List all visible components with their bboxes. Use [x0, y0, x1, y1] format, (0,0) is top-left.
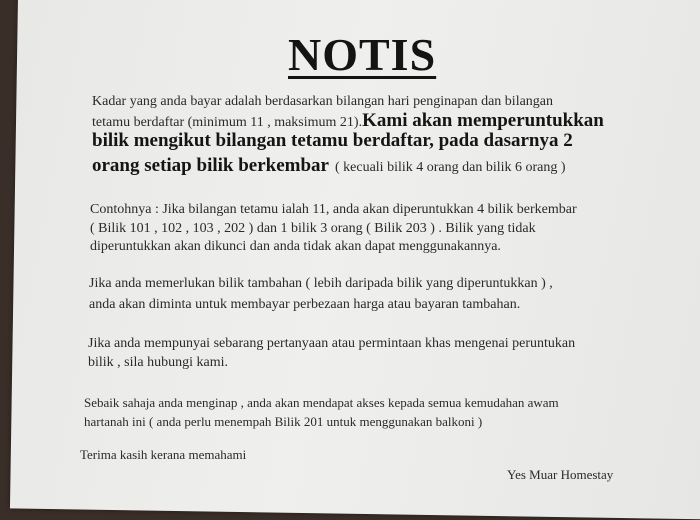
closing-text: Terima kasih kerana memahami [80, 447, 247, 462]
p2-line-3: diperuntukkan akan dikunci dan anda tidak akan dapat menggunakannya. [90, 239, 501, 254]
p1-line-4-normal: ( kecuali bilik 4 orang dan bilik 6 orang ) [334, 160, 566, 175]
p2-line-2: ( Bilik 101 , 102 , 103 , 202 ) dan 1 bilik 3 orang ( Bilik 203 ) . Bilik yang tidak [90, 221, 536, 236]
notice-title: NOTIS [288, 29, 437, 80]
p1-line-2-normal: tetamu berdaftar (minimum 11 , maksimum 21). [92, 115, 363, 130]
p5-line-1: Sebaik sahaja anda menginap , anda akan mendapat akses kepada semua kemudahan awam [84, 395, 559, 410]
p1-line-2-bold: Kami akan memperuntukkan [362, 110, 604, 131]
p3-line-2: anda akan diminta untuk membayar perbezaan harga atau bayaran tambahan. [89, 297, 521, 312]
p1-line-2 [92, 110, 604, 132]
p4-line-2: bilik , sila hubungi kami. [88, 355, 228, 370]
p1-line-4 [92, 155, 566, 177]
p2-line-1: Contohnya : Jika bilangan tetamu ialah 11, anda akan diperuntukkan 4 bilik berkembar [90, 202, 577, 217]
p1-line-3: bilik mengikut bilangan tetamu berdaftar, pada dasarnya 2 [92, 130, 573, 151]
p1-line-1: Kadar yang anda bayar adalah berdasarkan bilangan hari penginapan dan bilangan [92, 94, 554, 109]
p4-line-1: Jika anda mempunyai sebarang pertanyaan atau permintaan khas mengenai peruntukan [88, 336, 576, 351]
signature: Yes Muar Homestay [507, 467, 614, 482]
p3-line-1: Jika anda memerlukan bilik tambahan ( lebih daripada bilik yang diperuntukkan ) , [89, 276, 553, 291]
p5-line-2: hartanah ini ( anda perlu menempah Bilik 201 untuk menggunakan balkoni ) [84, 414, 483, 429]
p1-line-4-bold: orang setiap bilik berkembar [92, 155, 329, 176]
